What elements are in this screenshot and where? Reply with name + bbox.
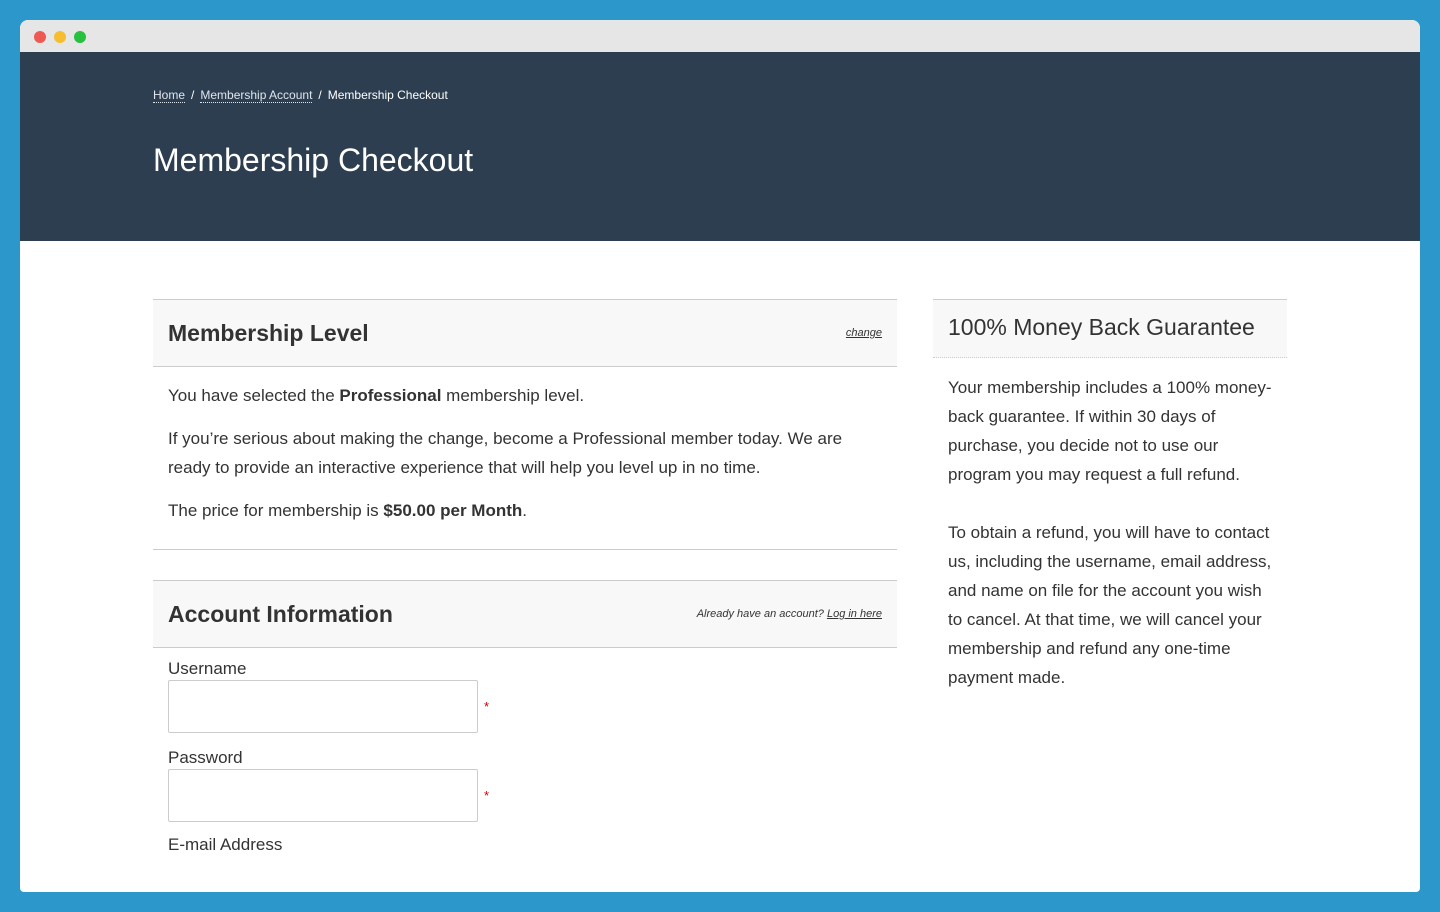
- username-label: Username: [168, 659, 247, 678]
- maximize-window-button[interactable]: [74, 31, 86, 43]
- breadcrumb-membership-account[interactable]: Membership Account: [200, 88, 313, 102]
- breadcrumb-home[interactable]: Home: [153, 88, 186, 102]
- selected-level-text: [168, 381, 882, 410]
- membership-level-body: [153, 367, 897, 550]
- change-level-link[interactable]: change: [845, 327, 882, 339]
- membership-level-title: Membership Level: [168, 319, 369, 346]
- price-text: [168, 496, 882, 525]
- email-field: [153, 834, 897, 856]
- title-bar: [20, 20, 1420, 52]
- checkout-form: [153, 299, 897, 856]
- breadcrumb: [153, 88, 448, 102]
- breadcrumb-separator: /: [318, 88, 322, 102]
- password-input[interactable]: [168, 769, 478, 822]
- membership-level-header: [153, 299, 897, 367]
- account-information-title: Account Information: [168, 600, 393, 627]
- browser-window: [20, 20, 1420, 892]
- price: $50.00 per Month: [383, 501, 523, 520]
- level-description: If you’re serious about making the change, become a Professional member today. We are ready to provide an interactive experience that will help you level up in no time.: [168, 429, 843, 477]
- text: You have selected the: [168, 386, 340, 405]
- username-input[interactable]: [168, 680, 478, 733]
- guarantee-paragraph: Your membership includes a 100% money-back guarantee. If within 30 days of purchase, you decide not to use our program you may request a full refund.: [948, 378, 1272, 484]
- guarantee-paragraph: To obtain a refund, you will have to contact us, including the username, email address, and name on file for the account you wish to cancel. At that time, we will cancel your membership and refund any one-time payment made.: [948, 523, 1272, 687]
- guarantee-title: 100% Money Back Guarantee: [933, 299, 1287, 358]
- required-marker: *: [484, 788, 490, 803]
- minimize-window-button[interactable]: [54, 31, 66, 43]
- close-window-button[interactable]: [34, 31, 46, 43]
- breadcrumb-separator: /: [191, 88, 195, 102]
- password-label: Password: [168, 748, 243, 767]
- username-field: [153, 658, 897, 733]
- guarantee-sidebar: [933, 299, 1287, 736]
- account-information-header: [153, 580, 897, 648]
- login-prompt: [697, 608, 882, 620]
- password-field: [153, 747, 897, 822]
- login-link[interactable]: Log in here: [826, 608, 882, 620]
- breadcrumb-current: Membership Checkout: [327, 88, 448, 102]
- have-account-text: Already have an account?: [696, 608, 824, 620]
- required-marker: *: [484, 699, 490, 714]
- page-title: Membership Checkout: [153, 142, 474, 178]
- text: The price for membership is: [168, 501, 384, 520]
- email-label: E-mail Address: [168, 835, 283, 854]
- level-name: Professional: [339, 386, 442, 405]
- text: .: [522, 501, 528, 520]
- text: membership level.: [441, 386, 585, 405]
- page-header: [20, 52, 1420, 241]
